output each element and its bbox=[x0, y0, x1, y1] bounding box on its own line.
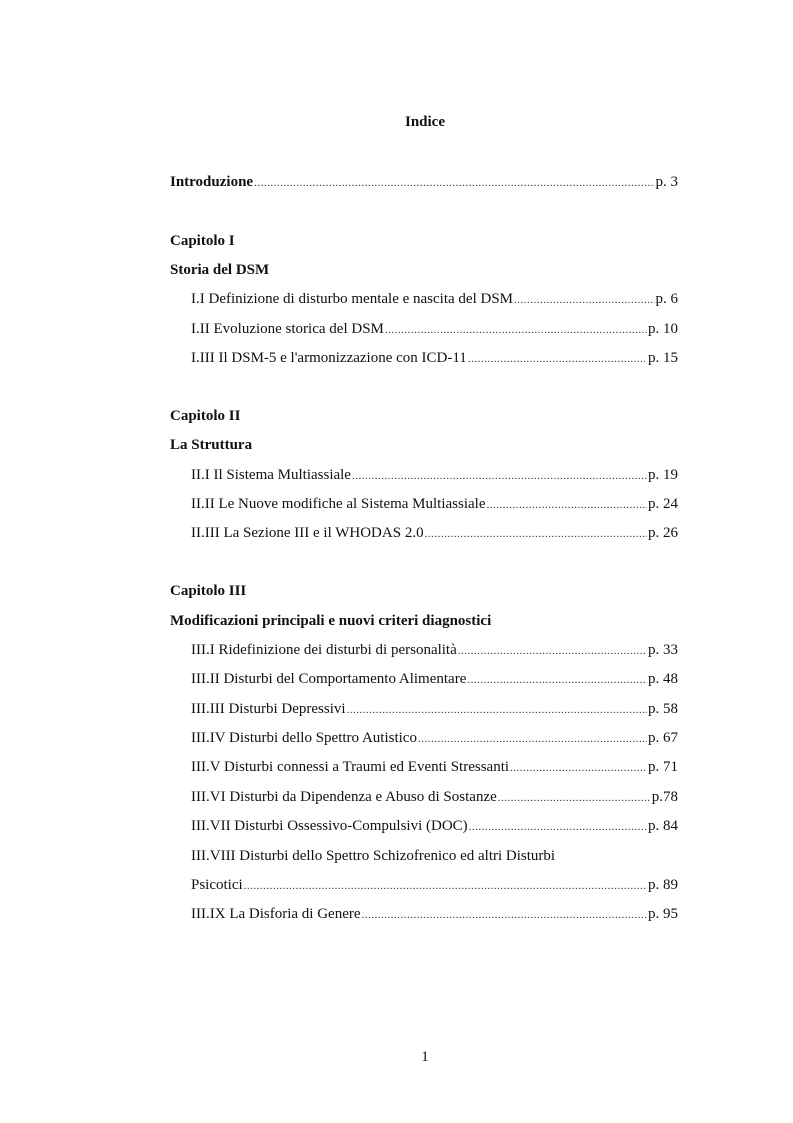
toc-entry-page: p. 10 bbox=[648, 321, 678, 337]
chapter-heading: Capitolo I bbox=[170, 233, 235, 249]
page-number: 1 bbox=[421, 1049, 429, 1065]
toc-entry-label: II.II Le Nuove modifiche al Sistema Multiassiale bbox=[191, 496, 486, 512]
toc-entry-label: III.IV Disturbi dello Spettro Autistico bbox=[191, 730, 417, 746]
dot-leader bbox=[254, 172, 654, 194]
toc-entry-label: III.V Disturbi connessi a Traumi ed Eventi Stressanti bbox=[191, 759, 510, 775]
toc-entry[interactable] bbox=[191, 815, 678, 837]
toc-entry[interactable] bbox=[191, 668, 678, 690]
toc-entry-label: II.III La Sezione III e il WHODAS 2.0 bbox=[191, 525, 424, 541]
dot-leader bbox=[362, 904, 647, 926]
toc-entry-label: III.VI Disturbi da Dipendenza e Abuso di Sostanze bbox=[191, 789, 497, 805]
toc-entry[interactable] bbox=[191, 903, 678, 925]
toc-entry-label: III.IX La Disforia di Genere bbox=[191, 906, 361, 922]
dot-leader bbox=[514, 289, 655, 311]
toc-entry-label-continuation: Psicotici bbox=[191, 877, 243, 893]
toc-entry-page: p. 48 bbox=[648, 671, 678, 687]
toc-entry-page: p. 58 bbox=[648, 701, 678, 717]
chapter-subtitle: La Struttura bbox=[170, 437, 253, 453]
toc-entry-page: p.78 bbox=[651, 789, 678, 805]
toc-entry-label: I.III Il DSM-5 e l'armonizzazione con ICD-11 bbox=[191, 350, 467, 366]
toc-entry-page: p. 26 bbox=[648, 525, 678, 541]
toc-entry[interactable] bbox=[191, 698, 678, 720]
toc-entry-page: p. 33 bbox=[648, 642, 678, 658]
dot-leader bbox=[418, 728, 647, 750]
chapter-heading: Capitolo III bbox=[170, 583, 247, 599]
dot-leader bbox=[347, 699, 647, 721]
dot-leader bbox=[352, 465, 647, 487]
toc-entry[interactable] bbox=[191, 756, 678, 778]
toc-entry-page: p. 24 bbox=[648, 496, 678, 512]
toc-entry-page: p. 67 bbox=[648, 730, 678, 746]
toc-entry[interactable] bbox=[191, 522, 678, 544]
toc-entry[interactable] bbox=[191, 318, 678, 340]
toc-entry-page: p. 19 bbox=[648, 467, 678, 483]
toc-entry-page: p. 71 bbox=[648, 759, 678, 775]
toc-entry-label: III.III Disturbi Depressivi bbox=[191, 701, 346, 717]
dot-leader bbox=[244, 875, 647, 897]
dot-leader bbox=[468, 348, 647, 370]
toc-entry-page: p. 6 bbox=[655, 291, 678, 307]
toc-entry-label[interactable]: III.VIII Disturbi dello Spettro Schizofrenico ed altri Disturbi bbox=[191, 848, 556, 864]
toc-entry-label: I.I Definizione di disturbo mentale e nascita del DSM bbox=[191, 291, 513, 307]
toc-entry-label: II.I Il Sistema Multiassiale bbox=[191, 467, 351, 483]
dot-leader bbox=[385, 319, 647, 341]
toc-entry-label: Introduzione bbox=[170, 174, 254, 190]
dot-leader bbox=[467, 669, 647, 691]
dot-leader bbox=[458, 640, 647, 662]
dot-leader bbox=[487, 494, 648, 516]
dot-leader bbox=[425, 523, 647, 545]
toc-entry[interactable] bbox=[191, 493, 678, 515]
toc-entry-page: p. 89 bbox=[648, 877, 678, 893]
dot-leader bbox=[498, 787, 651, 809]
toc-entry-page: p. 95 bbox=[648, 906, 678, 922]
toc-entry-page: p. 3 bbox=[655, 174, 678, 190]
dot-leader bbox=[469, 816, 647, 838]
chapter-subtitle: Storia del DSM bbox=[170, 262, 270, 278]
toc-entry[interactable] bbox=[191, 288, 678, 310]
toc-entry[interactable] bbox=[191, 464, 678, 486]
toc-entry-label: III.II Disturbi del Comportamento Alimentare bbox=[191, 671, 467, 687]
toc-entry[interactable] bbox=[191, 786, 678, 808]
chapter-subtitle: Modificazioni principali e nuovi criteri diagnostici bbox=[170, 613, 492, 629]
toc-entry-page: p. 84 bbox=[648, 818, 678, 834]
toc-entry-label: III.VII Disturbi Ossessivo-Compulsivi (DOC) bbox=[191, 818, 468, 834]
toc-entry[interactable] bbox=[191, 639, 678, 661]
toc-entry[interactable] bbox=[191, 347, 678, 369]
page-title: Indice bbox=[404, 114, 445, 130]
toc-entry[interactable] bbox=[191, 874, 678, 896]
toc-entry-label: III.I Ridefinizione dei disturbi di personalità bbox=[191, 642, 457, 658]
toc-entry[interactable] bbox=[191, 727, 678, 749]
toc-entry-introduction[interactable] bbox=[170, 171, 678, 193]
toc-entry-page: p. 15 bbox=[648, 350, 678, 366]
chapter-heading: Capitolo II bbox=[170, 408, 241, 424]
toc-entry-label: I.II Evoluzione storica del DSM bbox=[191, 321, 384, 337]
dot-leader bbox=[510, 757, 647, 779]
